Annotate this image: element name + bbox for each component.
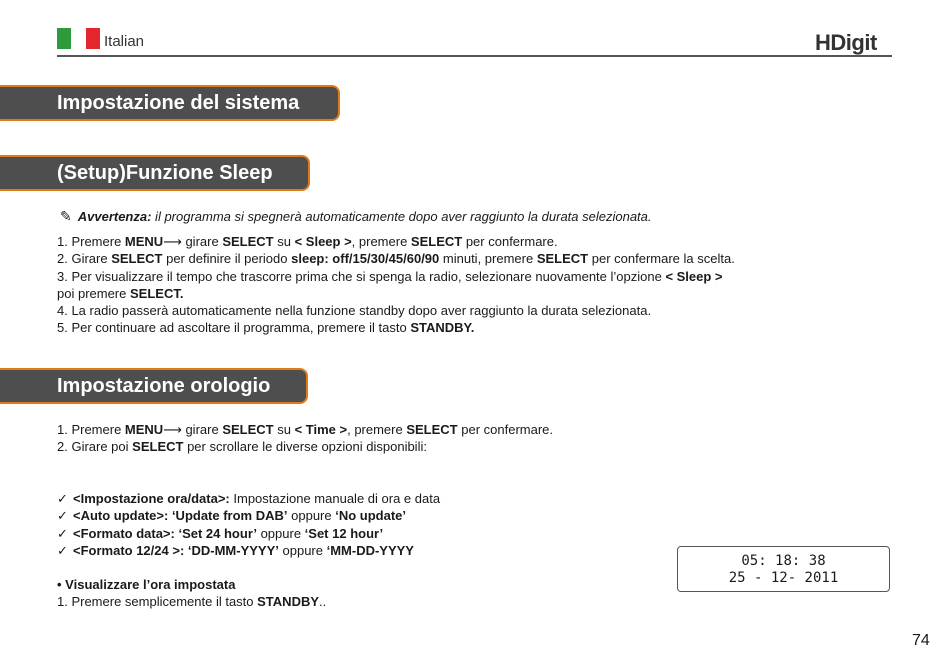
bold-text: SELECT: [536, 251, 589, 267]
radio-display: [677, 546, 890, 592]
sleep-step: poi premere SELECT.: [57, 285, 184, 301]
flag-green: [57, 28, 71, 49]
clock-option: ✓ <Formato 12/24 >: ‘DD-MM-YYYY’ oppure ‘MM-DD-YYYY: [57, 542, 414, 558]
clock-option: ✓ <Auto update>: ‘Update from DAB’ oppure ‘No update’: [57, 508, 406, 524]
warning-label: Avvertenza:: [77, 209, 152, 224]
bold-text: STANDBY.: [410, 320, 475, 336]
bold-text: SELECT: [111, 251, 163, 267]
view-time-block: [57, 576, 326, 611]
check-icon: ✓: [57, 508, 68, 524]
bold-text: SELECT: [406, 422, 458, 437]
sleep-steps: [57, 233, 735, 337]
clock-step: 2. Girare poi SELECT per scrollare le diverse opzioni disponibili:: [57, 439, 427, 455]
clock-option: ✓ <Impostazione ora/data>: Impostazione manuale di ora e data: [57, 491, 441, 506]
bold-text: SELECT: [222, 422, 274, 437]
warning-text: il programma si spegnerà automaticamente dopo aver raggiunto la durata selezionata.: [151, 209, 652, 224]
sleep-step: 1. Premere MENU⟶ girare SELECT su < Sleep >, premere SELECT per confermare.: [57, 234, 558, 249]
bold-text: MENU: [124, 234, 164, 249]
bold-text: <Formato 12/24 >: ‘DD-MM-YYYY’: [73, 542, 279, 558]
display-time: 05: 18: 38: [741, 553, 826, 569]
bold-text: sleep: off/15/30/45/60/90: [291, 251, 440, 267]
sleep-step: 2. Girare SELECT per definire il periodo sleep: off/15/30/45/60/90 minuti, premere SELECT per confermare la scelta.: [57, 251, 735, 267]
bold-text: SELECT: [410, 234, 463, 249]
pencil-note-icon: ✎: [60, 208, 72, 224]
bold-text: <Formato data>: ‘Set 24 hour’: [73, 525, 257, 541]
display-date: 25 - 12- 2011: [728, 570, 839, 586]
bold-text: <Impostazione ora/data>:: [73, 491, 230, 506]
section-title-clock: Impostazione orologio: [0, 368, 308, 404]
check-icon: ✓: [57, 491, 68, 506]
bold-text: ‘MM-DD-YYYY: [326, 542, 414, 558]
brand-logo: HDigit: [815, 30, 877, 55]
bold-text: < Sleep >: [665, 268, 723, 284]
italian-flag-icon: [57, 28, 100, 49]
warning-note: [60, 208, 652, 225]
view-time-title: • Visualizzare l’ora impostata: [57, 577, 236, 592]
header-divider: [57, 55, 892, 57]
language-label: Italian: [104, 33, 145, 50]
section-title-sleep: (Setup)Funzione Sleep: [0, 155, 310, 191]
flag-red: [86, 28, 100, 49]
clock-option: ✓ <Formato data>: ‘Set 24 hour’ oppure ‘Set 12 hour’: [57, 525, 384, 541]
bold-text: < Time >: [294, 422, 348, 437]
bold-text: MENU: [124, 422, 164, 437]
check-icon: ✓: [57, 525, 68, 541]
view-time-step: 1. Premere semplicemente il tasto STANDBY..: [57, 594, 327, 610]
sleep-step: 5. Per continuare ad ascoltare il programma, premere il tasto STANDBY.: [57, 320, 475, 336]
check-icon: ✓: [57, 542, 68, 558]
clock-step: 1. Premere MENU⟶ girare SELECT su < Time >, premere SELECT per confermare.: [57, 422, 554, 437]
bold-text: ‘Set 12 hour’: [304, 525, 384, 541]
bold-text: SELECT: [132, 439, 184, 455]
bold-text: STANDBY: [257, 594, 320, 610]
clock-steps: [57, 421, 553, 456]
sleep-step: 3. Per visualizzare il tempo che trascorre prima che si spenga la radio, selezionare nuovamente l’opzione < Sleep >: [57, 268, 723, 284]
clock-options: [57, 490, 440, 559]
bold-text: SELECT.: [129, 285, 184, 301]
bold-text: ‘No update’: [335, 508, 406, 524]
bold-text: <Auto update>: ‘Update from DAB’: [73, 508, 288, 524]
sleep-step: 4. La radio passerà automaticamente nella funzione standby dopo aver raggiunto la durata selezionata.: [57, 303, 652, 319]
bold-text: < Sleep >: [294, 234, 352, 249]
page-number: 74: [912, 632, 930, 649]
section-title-system: Impostazione del sistema: [0, 85, 340, 121]
bold-text: SELECT: [222, 234, 274, 249]
flag-white: [71, 28, 85, 49]
